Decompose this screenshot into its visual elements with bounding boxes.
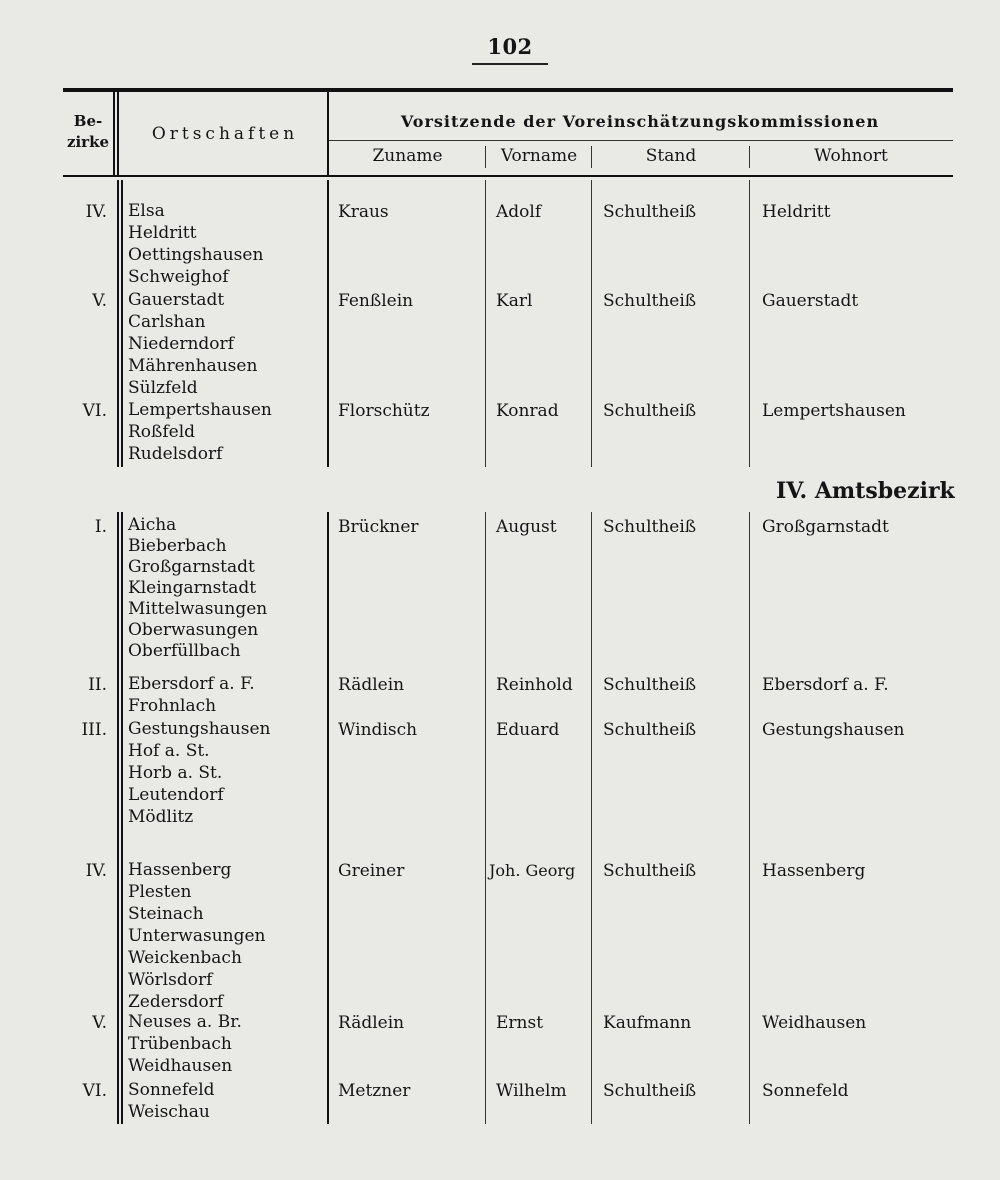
header-divider-bezirke <box>113 92 115 175</box>
places-list <box>128 1079 215 1123</box>
place-name: Mittelwasungen <box>128 599 268 619</box>
wohnort-cell: Lempertshausen <box>762 401 906 421</box>
place-name: Elsa <box>128 201 165 221</box>
header-divider-ortschaften <box>327 92 329 175</box>
wohnort-cell: Gestungshausen <box>762 720 905 740</box>
place-name: Oettingshausen <box>128 245 264 265</box>
block2-divider-vorname <box>591 512 592 1124</box>
place-name: Plesten <box>128 882 192 902</box>
place-name: Unterwasungen <box>128 926 266 946</box>
header-zuname: Zuname <box>372 146 443 166</box>
place-name: Sülzfeld <box>128 378 198 398</box>
place-name: Lempertshausen <box>128 400 272 420</box>
wohnort-cell: Weidhausen <box>762 1013 867 1033</box>
vorname-cell: Karl <box>496 291 533 311</box>
bezirk-number: V. <box>92 1013 107 1033</box>
places-list <box>128 1011 242 1077</box>
place-name: Oberfüllbach <box>128 641 241 661</box>
block2-divider-bezirke <box>117 512 119 1124</box>
header-subdivider-rule <box>329 140 953 141</box>
header-vorsitzende: Vorsitzende der Voreinschätzungskommissionen <box>400 112 880 131</box>
wohnort-cell: Gauerstadt <box>762 291 859 311</box>
stand-cell: Schultheiß <box>603 675 697 695</box>
zuname-cell: Kraus <box>338 202 389 222</box>
bezirk-number: II. <box>88 675 107 695</box>
place-name: Weischau <box>128 1102 210 1122</box>
stand-cell: Schultheiß <box>603 1081 697 1101</box>
place-name: Roßfeld <box>128 422 196 442</box>
zuname-cell: Windisch <box>338 720 418 740</box>
zuname-cell: Rädlein <box>338 1013 405 1033</box>
place-name: Wörlsdorf <box>128 970 213 990</box>
block1-divider-stand <box>749 180 750 467</box>
stand-cell: Schultheiß <box>603 517 697 537</box>
header-divider-stand <box>749 146 750 168</box>
block2-divider-stand <box>749 512 750 1124</box>
bezirk-number: VI. <box>82 401 107 421</box>
block1-divider-bezirke <box>117 180 119 467</box>
place-name: Weickenbach <box>128 948 242 968</box>
bezirk-number: I. <box>94 517 107 537</box>
table-top-rule <box>63 88 953 92</box>
vorname-cell: Ernst <box>496 1013 544 1033</box>
place-name: Großgarnstadt <box>128 557 255 577</box>
page-number: 102 <box>487 34 533 59</box>
place-name: Leutendorf <box>128 785 224 805</box>
bezirk-number: VI. <box>82 1081 107 1101</box>
wohnort-cell: Großgarnstadt <box>762 517 889 537</box>
places-list <box>128 515 267 662</box>
zuname-cell: Fenßlein <box>338 291 414 311</box>
place-name: Heldritt <box>128 223 197 243</box>
place-name: Mödlitz <box>128 807 194 827</box>
vorname-cell: Wilhelm <box>496 1081 567 1101</box>
place-name: Weidhausen <box>128 1056 233 1076</box>
stand-cell: Schultheiß <box>603 291 697 311</box>
header-vorname: Vorname <box>500 146 578 166</box>
header-wohnort: Wohnort <box>814 146 888 166</box>
place-name: Schweighof <box>128 267 229 287</box>
wohnort-cell: Sonnefeld <box>762 1081 849 1101</box>
vorname-cell: Eduard <box>496 720 560 740</box>
places-list <box>128 718 270 828</box>
header-divider-vorname <box>591 146 592 168</box>
places-list <box>128 200 263 288</box>
stand-cell: Schultheiß <box>603 861 697 881</box>
zuname-cell: Rädlein <box>338 675 405 695</box>
block1-divider-vorname <box>591 180 592 467</box>
header-ortschaften: Ortschaften <box>151 124 299 144</box>
place-name: Hof a. St. <box>128 741 210 761</box>
vorname-cell: August <box>496 517 557 537</box>
table-header-bottom-rule <box>63 175 953 177</box>
bezirk-number: V. <box>92 291 107 311</box>
place-name: Oberwasungen <box>128 620 259 640</box>
vorname-cell: Konrad <box>496 401 559 421</box>
block2-divider-bezirke-double <box>121 512 123 1124</box>
block2-divider-zuname <box>485 512 486 1124</box>
block2-divider-ortschaften <box>327 512 329 1124</box>
block1-divider-ortschaften <box>327 180 329 467</box>
place-name: Carlshan <box>128 312 206 332</box>
wohnort-cell: Ebersdorf a. F. <box>762 675 889 695</box>
places-list <box>128 859 266 1013</box>
place-name: Hassenberg <box>128 860 232 880</box>
place-name: Gauerstadt <box>128 290 225 310</box>
place-name: Gestungshausen <box>128 719 271 739</box>
place-name: Rudelsdorf <box>128 444 223 464</box>
page-number-underline <box>472 63 548 65</box>
block1-divider-zuname <box>485 180 486 467</box>
place-name: Ebersdorf a. F. <box>128 674 255 694</box>
place-name: Steinach <box>128 904 204 924</box>
place-name: Sonnefeld <box>128 1080 215 1100</box>
places-list <box>128 289 257 399</box>
place-name: Frohnlach <box>128 696 217 716</box>
places-list <box>128 673 255 717</box>
place-name: Mährenhausen <box>128 356 258 376</box>
place-name: Bieberbach <box>128 536 227 556</box>
place-name: Kleingarnstadt <box>128 578 257 598</box>
zuname-cell: Metzner <box>338 1081 411 1101</box>
block1-divider-bezirke-double <box>121 180 123 467</box>
place-name: Aicha <box>128 515 177 535</box>
vorname-cell: Adolf <box>496 202 542 222</box>
place-name: Niederndorf <box>128 334 234 354</box>
header-stand: Stand <box>645 146 697 166</box>
place-name: Horb a. St. <box>128 763 223 783</box>
bezirk-number: III. <box>81 720 107 740</box>
stand-cell: Schultheiß <box>603 720 697 740</box>
zuname-cell: Florschütz <box>338 401 430 421</box>
vorname-cell: Joh. Georg <box>489 861 576 880</box>
wohnort-cell: Heldritt <box>762 202 831 222</box>
zuname-cell: Greiner <box>338 861 405 881</box>
place-name: Zedersdorf <box>128 992 224 1012</box>
header-divider-bezirke-double <box>117 92 119 175</box>
header-bezirke-text: Be- zirke <box>66 112 110 151</box>
places-list <box>128 399 272 465</box>
place-name: Neuses a. Br. <box>128 1012 242 1032</box>
header-bezirke <box>63 111 113 153</box>
stand-cell: Schultheiß <box>603 202 697 222</box>
vorname-cell: Reinhold <box>496 675 573 695</box>
header-divider-zuname <box>485 146 486 168</box>
place-name: Trübenbach <box>128 1034 232 1054</box>
wohnort-cell: Hassenberg <box>762 861 866 881</box>
stand-cell: Schultheiß <box>603 401 697 421</box>
district-heading: IV. Amtsbezirk <box>776 478 955 504</box>
bezirk-number: IV. <box>85 202 107 222</box>
stand-cell: Kaufmann <box>603 1013 692 1033</box>
bezirk-number: IV. <box>85 861 107 881</box>
zuname-cell: Brückner <box>338 517 419 537</box>
